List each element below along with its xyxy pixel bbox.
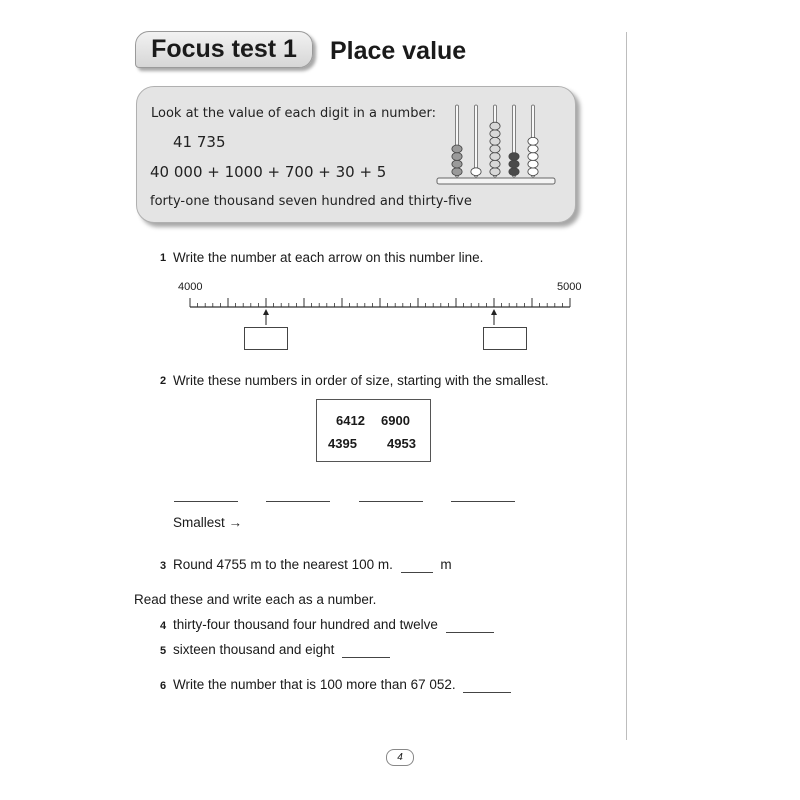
- q6-answer-blank[interactable]: [463, 677, 511, 693]
- focus-test-tab: Focus test 1: [135, 31, 313, 68]
- abacus-bead: [471, 168, 481, 176]
- arrow-head-icon: [263, 309, 269, 315]
- abacus-bead: [490, 137, 500, 145]
- info-expansion: 40 000 + 1000 + 700 + 30 + 5: [150, 163, 387, 181]
- number-line: [180, 290, 580, 330]
- abacus-bead: [490, 168, 500, 176]
- numbers-box: [316, 399, 431, 462]
- q1-answer-box-2[interactable]: [483, 327, 527, 350]
- number-line-end-label: 5000: [557, 281, 582, 293]
- q5-text: sixteen thousand and eight: [173, 642, 335, 657]
- info-words: forty-one thousand seven hundred and thirty-five: [150, 194, 472, 209]
- abacus-bead: [490, 153, 500, 161]
- info-box: [136, 86, 576, 223]
- q6-line: [173, 677, 511, 693]
- abacus-rod: [475, 105, 478, 177]
- q3-text: Round 4755 m to the nearest 100 m.: [173, 557, 393, 572]
- instruction-text: Read these and write each as a number.: [134, 592, 377, 607]
- number-item: 4953: [387, 436, 416, 451]
- abacus-bead: [452, 153, 462, 161]
- order-answer-blank-1[interactable]: [174, 501, 238, 502]
- abacus-bead: [490, 130, 500, 138]
- number-line-start-label: 4000: [178, 281, 203, 293]
- q6-number: 6: [160, 680, 167, 692]
- smallest-label: Smallest →: [173, 515, 243, 530]
- q1-number: 1: [160, 252, 167, 264]
- abacus-bead: [509, 168, 519, 176]
- q5-number: 5: [160, 645, 167, 657]
- q1-text: Write the number at each arrow on this number line.: [173, 250, 484, 265]
- order-answer-blank-3[interactable]: [359, 501, 423, 502]
- abacus-bead: [452, 160, 462, 168]
- abacus-icon: [435, 101, 559, 191]
- page-divider: [626, 32, 627, 740]
- page-title: Place value: [330, 37, 467, 65]
- number-item: 6900: [381, 413, 410, 428]
- abacus-bead: [528, 153, 538, 161]
- q6-text: Write the number that is 100 more than 67 052.: [173, 677, 456, 692]
- q5-line: [173, 642, 390, 658]
- q4-text: thirty-four thousand four hundred and twelve: [173, 617, 438, 632]
- number-item: 4395: [328, 436, 357, 451]
- q4-answer-blank[interactable]: [446, 617, 494, 633]
- q3-line: [173, 557, 452, 573]
- abacus-bead: [490, 145, 500, 153]
- q3-unit: m: [440, 557, 452, 572]
- number-item: 6412: [336, 413, 365, 428]
- abacus-bead: [490, 160, 500, 168]
- order-answer-blank-4[interactable]: [451, 501, 515, 502]
- q1-answer-box-1[interactable]: [244, 327, 288, 350]
- abacus-bead: [509, 160, 519, 168]
- abacus-bead: [452, 168, 462, 176]
- q2-text: Write these numbers in order of size, starting with the smallest.: [173, 373, 549, 388]
- abacus-bead: [509, 153, 519, 161]
- info-number: 41 735: [173, 133, 226, 151]
- abacus-bead: [528, 137, 538, 145]
- q5-answer-blank[interactable]: [342, 642, 390, 658]
- page-number: 4: [386, 749, 414, 766]
- q2-number: 2: [160, 375, 167, 387]
- q3-number: 3: [160, 560, 167, 572]
- abacus-bead: [528, 160, 538, 168]
- q4-line: [173, 617, 494, 633]
- q3-answer-blank[interactable]: [401, 557, 433, 573]
- q4-number: 4: [160, 620, 167, 632]
- abacus-bead: [528, 168, 538, 176]
- abacus-bead: [490, 122, 500, 130]
- order-answer-blank-2[interactable]: [266, 501, 330, 502]
- info-intro: Look at the value of each digit in a number:: [151, 106, 436, 121]
- abacus-bead: [452, 145, 462, 153]
- abacus-bead: [528, 145, 538, 153]
- arrow-head-icon: [491, 309, 497, 315]
